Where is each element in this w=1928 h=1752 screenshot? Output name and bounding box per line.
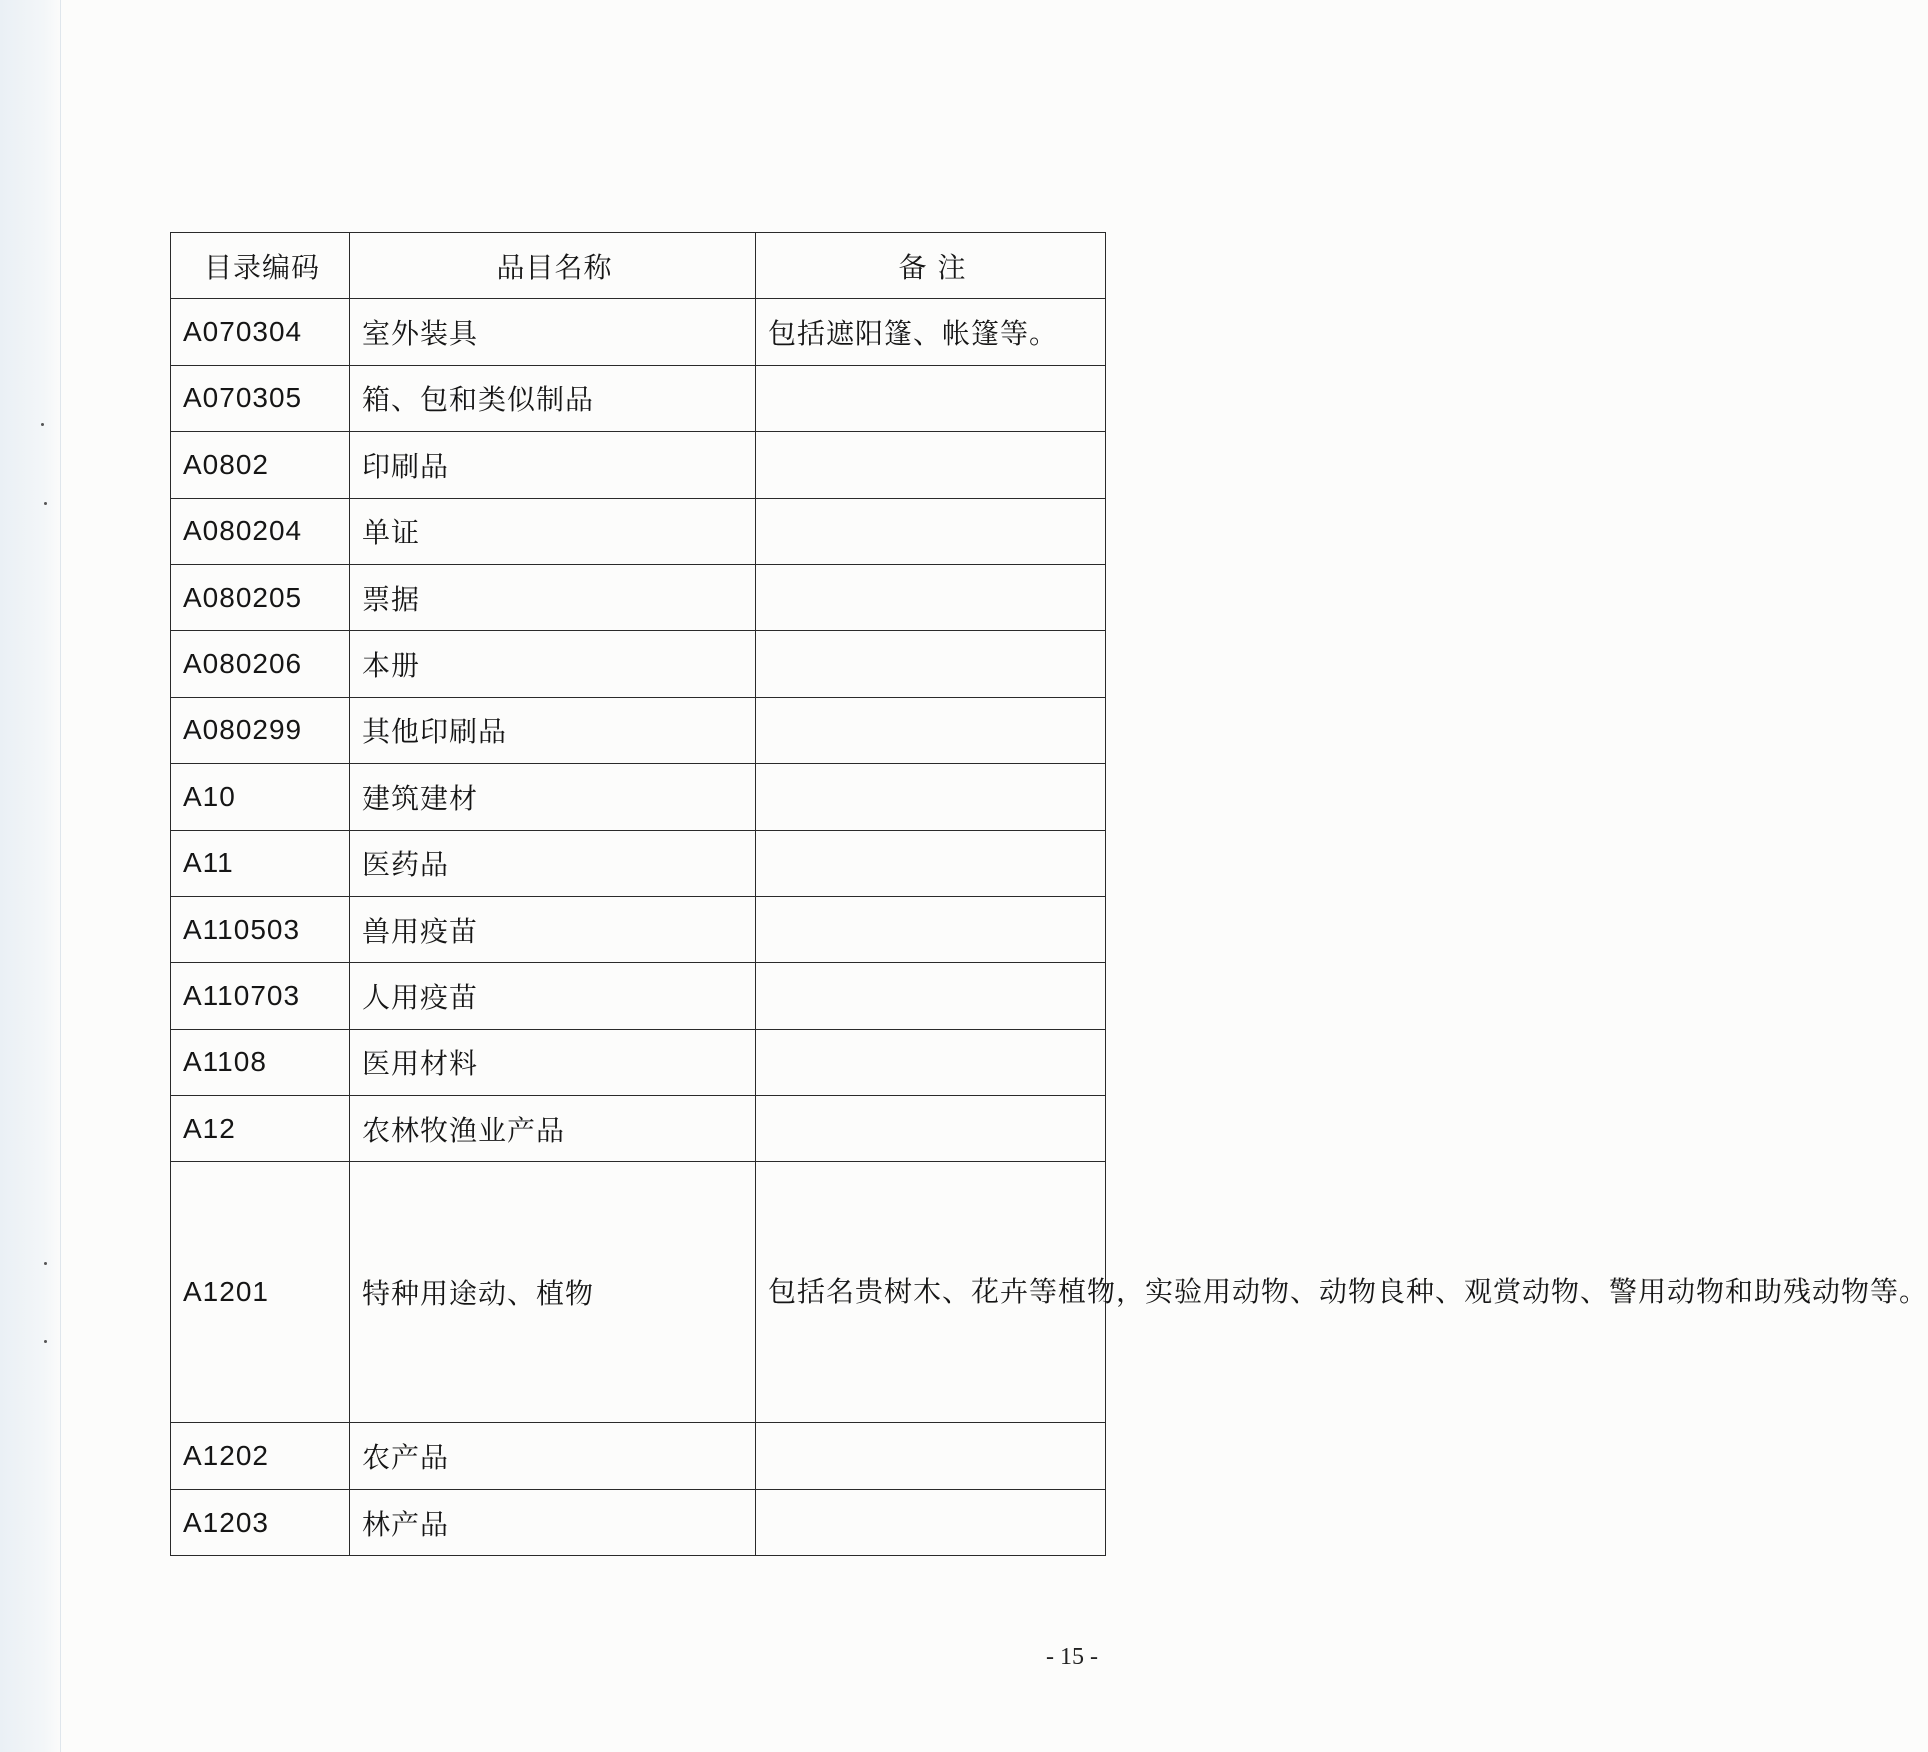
cell-name: 室外装具	[350, 299, 756, 365]
cell-note	[756, 1096, 1106, 1162]
scan-edge-line	[60, 0, 61, 1752]
scan-edge-shading	[0, 0, 62, 1752]
cell-code: A0802	[171, 432, 350, 498]
cell-note	[756, 963, 1106, 1029]
cell-note	[756, 365, 1106, 431]
header-cell-note: 备 注	[756, 233, 1106, 299]
table-row	[171, 1162, 1106, 1423]
cell-code: A080205	[171, 564, 350, 630]
scan-speck	[44, 1340, 47, 1343]
cell-code: A1202	[171, 1423, 350, 1489]
page-number: - 15 -	[1046, 1644, 1098, 1670]
cell-name: 箱、包和类似制品	[350, 365, 756, 431]
cell-note	[756, 830, 1106, 896]
cell-code: A070305	[171, 365, 350, 431]
cell-note	[756, 1489, 1106, 1555]
table-row	[171, 963, 1106, 1029]
table-row	[171, 1423, 1106, 1489]
cell-note	[756, 697, 1106, 763]
scan-speck	[44, 1262, 47, 1265]
cell-note: 包括名贵树木、花卉等植物，实验用动物、动物良种、观赏动物、警用动物和助残动物等。	[756, 1162, 1106, 1423]
header-cell-name: 品目名称	[350, 233, 756, 299]
table-row	[171, 299, 1106, 365]
cell-name: 票据	[350, 564, 756, 630]
header-cell-code: 目录编码	[171, 233, 350, 299]
cell-note	[756, 631, 1106, 697]
cell-name: 医用材料	[350, 1029, 756, 1095]
cell-note	[756, 432, 1106, 498]
cell-code: A1108	[171, 1029, 350, 1095]
cell-note	[756, 564, 1106, 630]
table-row	[171, 1489, 1106, 1555]
cell-name: 农林牧渔业产品	[350, 1096, 756, 1162]
cell-name: 印刷品	[350, 432, 756, 498]
cell-note	[756, 498, 1106, 564]
cell-name: 兽用疫苗	[350, 896, 756, 962]
scan-speck	[44, 502, 47, 505]
table-header-row	[171, 233, 1106, 299]
table-row	[171, 631, 1106, 697]
cell-note	[756, 1029, 1106, 1095]
table-row	[171, 830, 1106, 896]
cell-code: A080206	[171, 631, 350, 697]
cell-name: 单证	[350, 498, 756, 564]
cell-name: 农产品	[350, 1423, 756, 1489]
cell-code: A1203	[171, 1489, 350, 1555]
catalog-table	[170, 232, 1928, 1556]
cell-note: 包括遮阳篷、帐篷等。	[756, 299, 1106, 365]
table-row	[171, 1029, 1106, 1095]
table-row	[171, 432, 1106, 498]
cell-name: 建筑建材	[350, 764, 756, 830]
table-row	[171, 1096, 1106, 1162]
cell-code: A080204	[171, 498, 350, 564]
table-row	[171, 896, 1106, 962]
cell-code: A11	[171, 830, 350, 896]
cell-code: A070304	[171, 299, 350, 365]
table-row	[171, 498, 1106, 564]
cell-note	[756, 1423, 1106, 1489]
cell-name: 人用疫苗	[350, 963, 756, 1029]
cell-code: A080299	[171, 697, 350, 763]
cell-name: 特种用途动、植物	[350, 1162, 756, 1423]
table-row	[171, 697, 1106, 763]
table-row	[171, 764, 1106, 830]
cell-name: 医药品	[350, 830, 756, 896]
cell-name: 其他印刷品	[350, 697, 756, 763]
cell-name: 林产品	[350, 1489, 756, 1555]
cell-code: A110503	[171, 896, 350, 962]
cell-code: A110703	[171, 963, 350, 1029]
table-row	[171, 365, 1106, 431]
cell-code: A10	[171, 764, 350, 830]
cell-note	[756, 764, 1106, 830]
table-row	[171, 564, 1106, 630]
cell-code: A1201	[171, 1162, 350, 1423]
scan-speck	[41, 423, 44, 426]
cell-name: 本册	[350, 631, 756, 697]
cell-note	[756, 896, 1106, 962]
cell-code: A12	[171, 1096, 350, 1162]
